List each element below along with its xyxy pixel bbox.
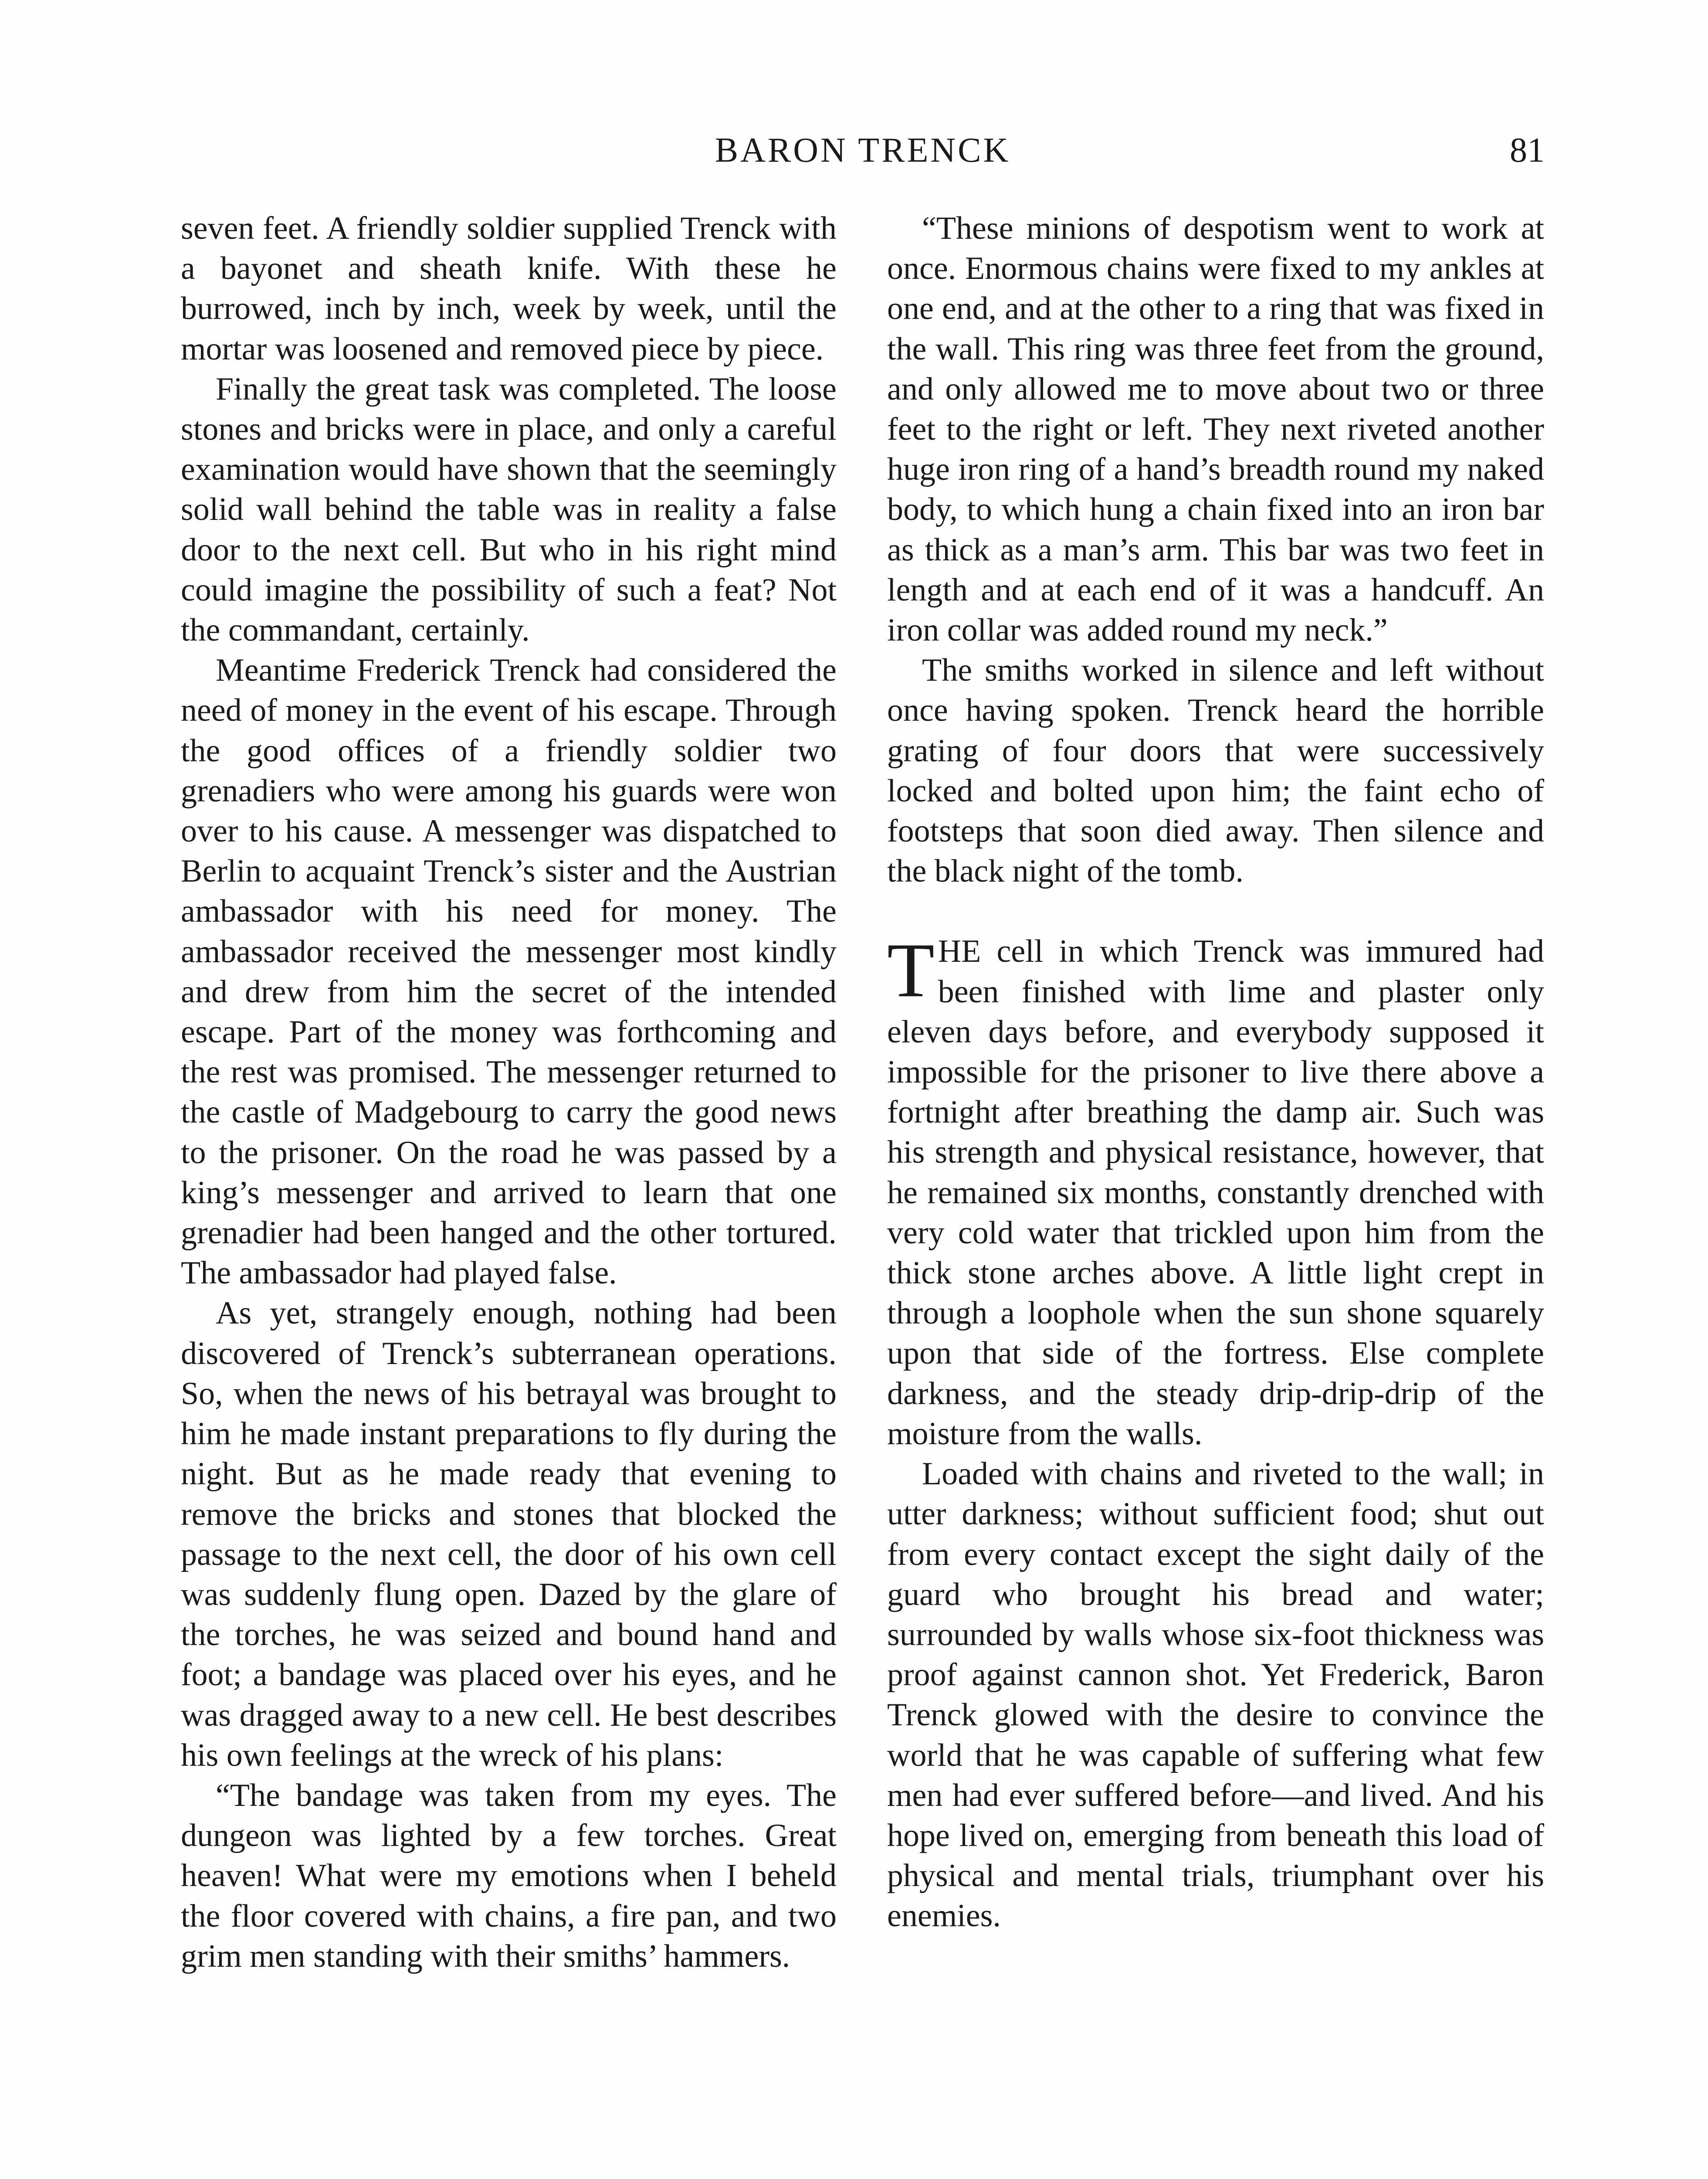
paragraph: Finally the great task was completed. The loose stones and bricks were in place, and only a careful examination would have shown that the seemingly solid wall behind the table was in reality a false door to the next cell. But who in his right mind could imagine the possibility of such a feat? Not the commandant, certainly. [181, 371, 837, 648]
page-title: BARON TRENCK [715, 131, 1011, 170]
section-opening-paragraph [887, 927, 1544, 1454]
paragraph: The smiths worked in silence and left without once having spoken. Trenck heard the horrible grating of four doors that were successively locked and bolted upon him; the faint echo of footsteps that soon died away. Then silence and the black night of the tomb. [887, 652, 1544, 889]
paragraph: Loaded with chains and riveted to the wall; in utter darkness; without sufficient food; shut out from every contact except the sight daily of the guard who brought his bread and water; surrounded by walls whose six-foot thickness was proof against cannon shot. Yet Frederick, Baron Trenck glowed with the desire to convince the world that he was capable of suffering what few men had ever suffered before—and lived. And his hope lived on, emerging from beneath this load of physical and mental trials, triumphant over his enemies. [887, 1456, 1544, 1934]
paragraph: As yet, strangely enough, nothing had been discovered of Trenck’s subterranean operations. So, when the news of his betrayal was brought to him he made instant preparations to fly during the night. But as he made ready that evening to remove the bricks and stones that blocked the passage to the next cell, the door of his own cell was suddenly flung open. Dazed by the glare of the torches, he was seized and bound hand and foot; a bandage was placed over his eyes, and he was dragged away to a new cell. He best describes his own feelings at the wreck of his plans: [181, 1295, 837, 1773]
drop-cap: T [887, 927, 935, 1014]
paragraph: Meantime Frederick Trenck had considered the need of money in the event of his escape. Through the good offices of a friendly soldier two grenadiers who were among his guards were won over to his cause. A messenger was dispatched to Berlin to acquaint Trenck’s sister and the Austrian ambassador with his need for money. The ambassador received the messenger most kindly and drew from him the secret of the intended escape. Part of the money was forthcoming and the rest was promised. The messenger returned to the castle of Madgebourg to carry the good news to the prisoner. On the road he was passed by a king’s messenger and arrived to learn that one grenadier had been hanged and the other tortured. The ambassador had played false. [181, 652, 837, 1291]
right-column [887, 208, 1544, 1936]
left-column [181, 208, 837, 1976]
paragraph: “These minions of despotism went to work at once. Enormous chains were fixed to my ankles at one end, and at the other to a ring that was fixed in the wall. This ring was three feet from the ground, and only allowed me to move about two or three feet to the right or left. They next riveted another huge iron ring of a hand’s breadth round my naked body, to which hung a chain fixed into an iron bar as thick as a man’s arm. This bar was two feet in length and at each end of it was a handcuff. An iron collar was added round my neck.” [887, 210, 1544, 648]
section-break [887, 891, 1544, 931]
page-number: 81 [1510, 131, 1545, 170]
running-head [181, 126, 1545, 174]
section-opening-text: HE cell in which Trenck was immured had been finished with lime and plaster only eleven days before, and everybody supposed it impossible for the prisoner to live there above a fortnight after breathing the damp air. Such was his strength and physical resistance, however, that he remained six months, constantly drenched with very cold water that trickled upon him from the thick stone arches above. A little light crept in through a loophole when the sun shone squarely upon that side of the fortress. Else complete darkness, and the steady drip-drip-drip of the moisture from the walls. [887, 933, 1544, 1452]
paragraph: seven feet. A friendly soldier supplied Trenck with a bayonet and sheath knife. With these he burrowed, inch by inch, week by week, until the mortar was loosened and removed piece by piece. [181, 210, 837, 367]
paragraph: “The bandage was taken from my eyes. The dungeon was lighted by a few torches. Great heaven! What were my emotions when I beheld the floor covered with chains, a fire pan, and two grim men standing with their smiths’ hammers. [181, 1777, 837, 1974]
